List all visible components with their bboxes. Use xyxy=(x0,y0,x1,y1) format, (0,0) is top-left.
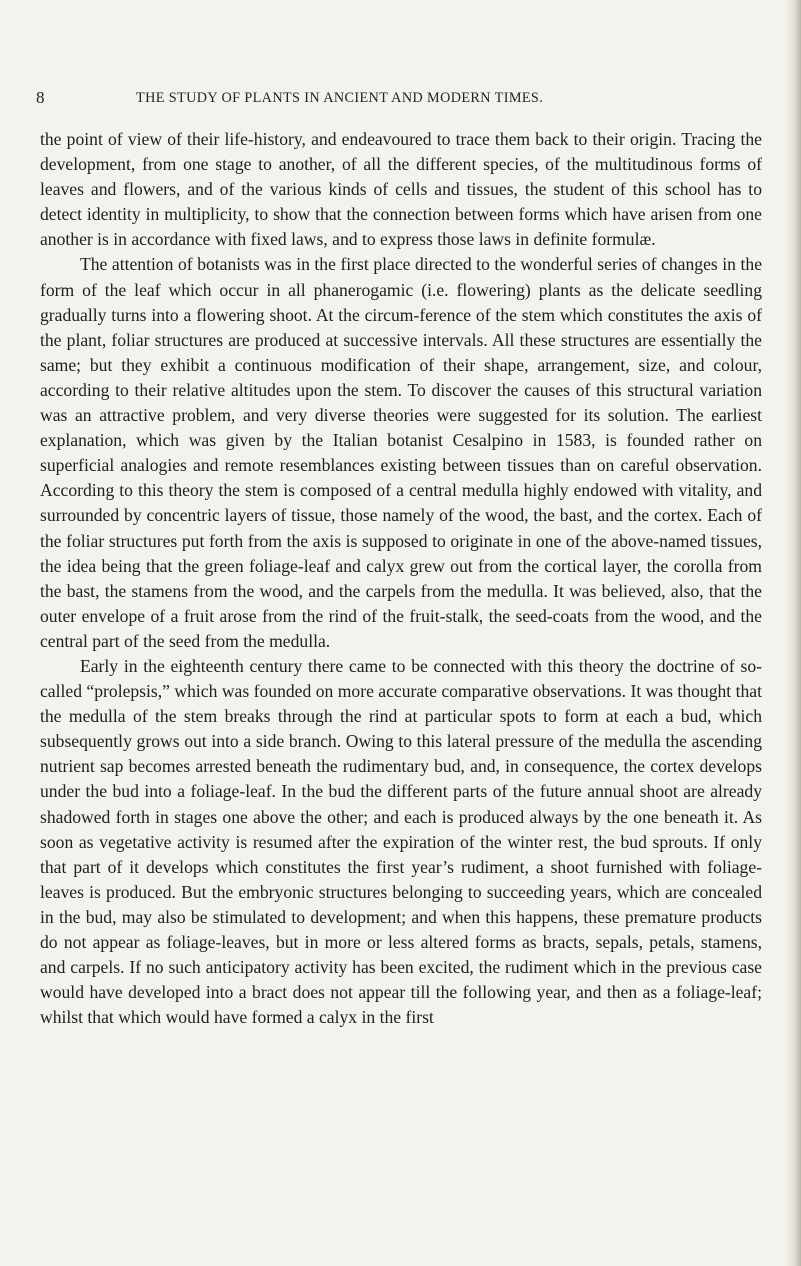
running-head: THE STUDY OF PLANTS IN ANCIENT AND MODERN TIMES. xyxy=(136,90,544,106)
page-edge-shadow xyxy=(785,0,801,1266)
paragraph-continuation: the point of view of their life-history, and endeavoured to trace them back to their origin. Tracing the development, from one stage to another, of all the different species, of the multitudinous forms of leaves and flowers, and of the various kinds of cells and tissues, the student of this school has to detect identity in multiplicity, to show that the connection between forms which have arisen from one another is in accordance with fixed laws, and to express those laws in definite formulæ. xyxy=(40,129,762,250)
body-text xyxy=(40,127,762,1030)
page-header xyxy=(36,88,758,112)
paragraph-prolepsis: Early in the eighteenth century there came to be connected with this theory the doctrine of so-called “prolepsis,” which was founded on more accurate comparative observations. It was thought that the medulla of the stem breaks through the rind at particular spots to form at each a bud, which subsequently grows out into a side branch. Owing to this lateral pressure of the medulla the ascending nutrient sap becomes arrested beneath the rudimentary bud, and, in consequence, the cortex develops under the bud into a foliage-leaf. In the bud the different parts of the future annual shoot are already shadowed forth in stages one above the other; and each is produced always by the one beneath it. As soon as vegetative activity is resumed after the expiration of the winter rest, the bud sprouts. If only that part of it develops which constitutes the first year’s rudiment, a shoot furnished with foliage-leaves is produced. But the embryonic structures belonging to succeeding years, which are concealed in the bud, may also be stimulated to development; and when this happens, these premature products do not appear as foliage-leaves, but in more or less altered forms as bracts, sepals, petals, stamens, and carpels. If no such anticipatory activity has been excited, the rudiment which in the previous case would have developed into a bract does not appear till the following year, and then as a foliage-leaf; whilst that which would have formed a calyx in the first xyxy=(40,655,762,1028)
paragraph-leaf-changes: The attention of botanists was in the first place directed to the wonderful series of changes in the form of the leaf which occur in all phanerogamic (i.e. flowering) plants as the delicate seedling gradually turns into a flowering shoot. At the circum-ference of the stem which constitutes the axis of the plant, foliar structures are produced at successive intervals. All these structures are essentially the same; but they exhibit a continuous modification of their shape, arrangement, size, and colour, according to their relative altitudes upon the stem. To discover the causes of this structural variation was an attractive problem, and very diverse theories were suggested for its solution. The earliest explanation, which was given by the Italian botanist Cesalpino in 1583, is founded rather on superficial analogies and remote resemblances existing between tissues than on careful observation. According to this theory the stem is composed of a central medulla highly endowed with vitality, and surrounded by concentric layers of tissue, those namely of the wood, the bast, and the cortex. Each of the foliar structures put forth from the axis is supposed to originate in one of the above-named tissues, the idea being that the green foliage-leaf and calyx grew out from the cortical layer, the corolla from the bast, the stamens from the wood, and the carpels from the medulla. It was believed, also, that the outer envelope of a fruit arose from the rind of the fruit-stalk, the seed-coats from the wood, and the central part of the seed from the medulla. xyxy=(40,254,762,651)
page-number: 8 xyxy=(36,88,45,107)
